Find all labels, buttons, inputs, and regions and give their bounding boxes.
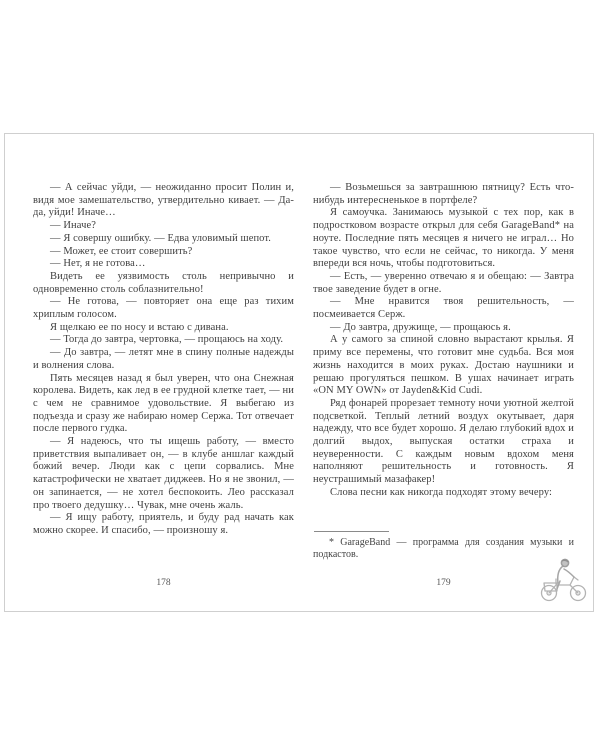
paragraph: — А сейчас уйди, — неожиданно просит Полин и, видя мое замешательство, утвердительно кивает. — Да-да, уйди! Иначе… [33, 182, 294, 219]
paragraph: — До завтра, — летят мне в спину полные надежды и волнения слова. [33, 347, 294, 371]
paragraph: — Возьмешься за завтрашнюю пятницу? Есть что-нибудь интересненькое в портфеле? [313, 182, 574, 206]
footnote-separator [314, 531, 389, 532]
paragraph: — Я надеюсь, что ты ищешь работу, — вместо приветствия выпаливает он, — в клубе аншлаг каждый божий вечер. Люди как с цепи сорвались. Мне катастрофически не хватает диджеев. Но я не звонил, — он запинается, — не хотел беспокоить. Лео рассказал про твоего дедушку… Чувак, мне очень жаль. [33, 436, 294, 511]
paragraph: — Есть, — уверенно отвечаю я и обещаю: — Завтра твое заведение будет в огне. [313, 270, 574, 295]
paragraph: — Нет, я не готова… [50, 258, 146, 270]
paragraph: — Я совершу ошибку. — Едва уловимый шепот. [50, 232, 272, 244]
paragraph: Я щелкаю ее по носу и встаю с дивана. [50, 321, 229, 333]
paragraph: — Тогда до завтра, чертовка, — прощаюсь на ходу. [50, 334, 284, 346]
paragraph: — До завтра, дружище, — прощаюсь я. [330, 321, 511, 333]
paragraph: — Иначе? [50, 220, 96, 232]
paragraph: Пять месяцев назад я был уверен, что она Снежная королева. Видеть, как лед в ее грудной клетке тает, — ни с чем не сравнимое удовольствие. Я выбегаю из подъезда и сразу же набираю номер Сержа. Тот отвечает после первого гудка. [33, 372, 294, 435]
paragraph: — Может, ее стоит совершить? [50, 245, 193, 257]
paragraph: — Мне нравится твоя решительность, — посмеивается Серж. [313, 296, 574, 321]
paragraph: Видеть ее уязвимость столь непривычно и одновременно столь соблазнительно! [33, 270, 294, 295]
footnote: * GarageBand — программа для создания музыки и подкастов. [313, 537, 574, 561]
paragraph: Слова песни как никогда подходят этому вечеру: [330, 486, 553, 498]
paragraph: — Не готова, — повторяет она еще раз тихим хриплым голосом. [33, 296, 294, 321]
paragraph: Ряд фонарей прорезает темноту ночи уютной желтой подсветкой. Теплый летний воздух окутывает, даря надежду, что все будет хорошо. Я делаю глубокий вдох и долгий выдох, выпуская остатки страха и неуверенности. С каждым новым вдохом меня наполняют решительность и готовность. Я неустрашимый мазафакер! [313, 397, 574, 486]
left-page-text-column [33, 182, 294, 538]
motorcycle-rider-illustration [536, 553, 588, 603]
paragraph: — Я ищу работу, приятель, и буду рад начать как можно скорее. И спасибо, — произношу я. [33, 512, 294, 536]
right-page-text-column [313, 182, 574, 500]
paragraph: Я самоучка. Занимаюсь музыкой с тех пор, как в подростковом возрасте открыл для себя GarageBand* на ноуте. Последние пять месяцев я ничего не играл… Но такое чувство, что если не сейчас, то никогда. У меня впереди вся ночь, чтобы подготовиться. [313, 207, 574, 270]
page-number-right: 179 [436, 578, 451, 588]
page-number-left: 178 [156, 578, 171, 588]
paragraph: А у самого за спиной словно вырастают крылья. Я приму все перемены, что готовит мне судьба. Вся моя жизнь находится в моих руках. Достаю наушники и решаю прогуляться пешком. В ушах начинает играть «ON MY OWN» от Jayden&Kid Cudi. [313, 334, 574, 397]
